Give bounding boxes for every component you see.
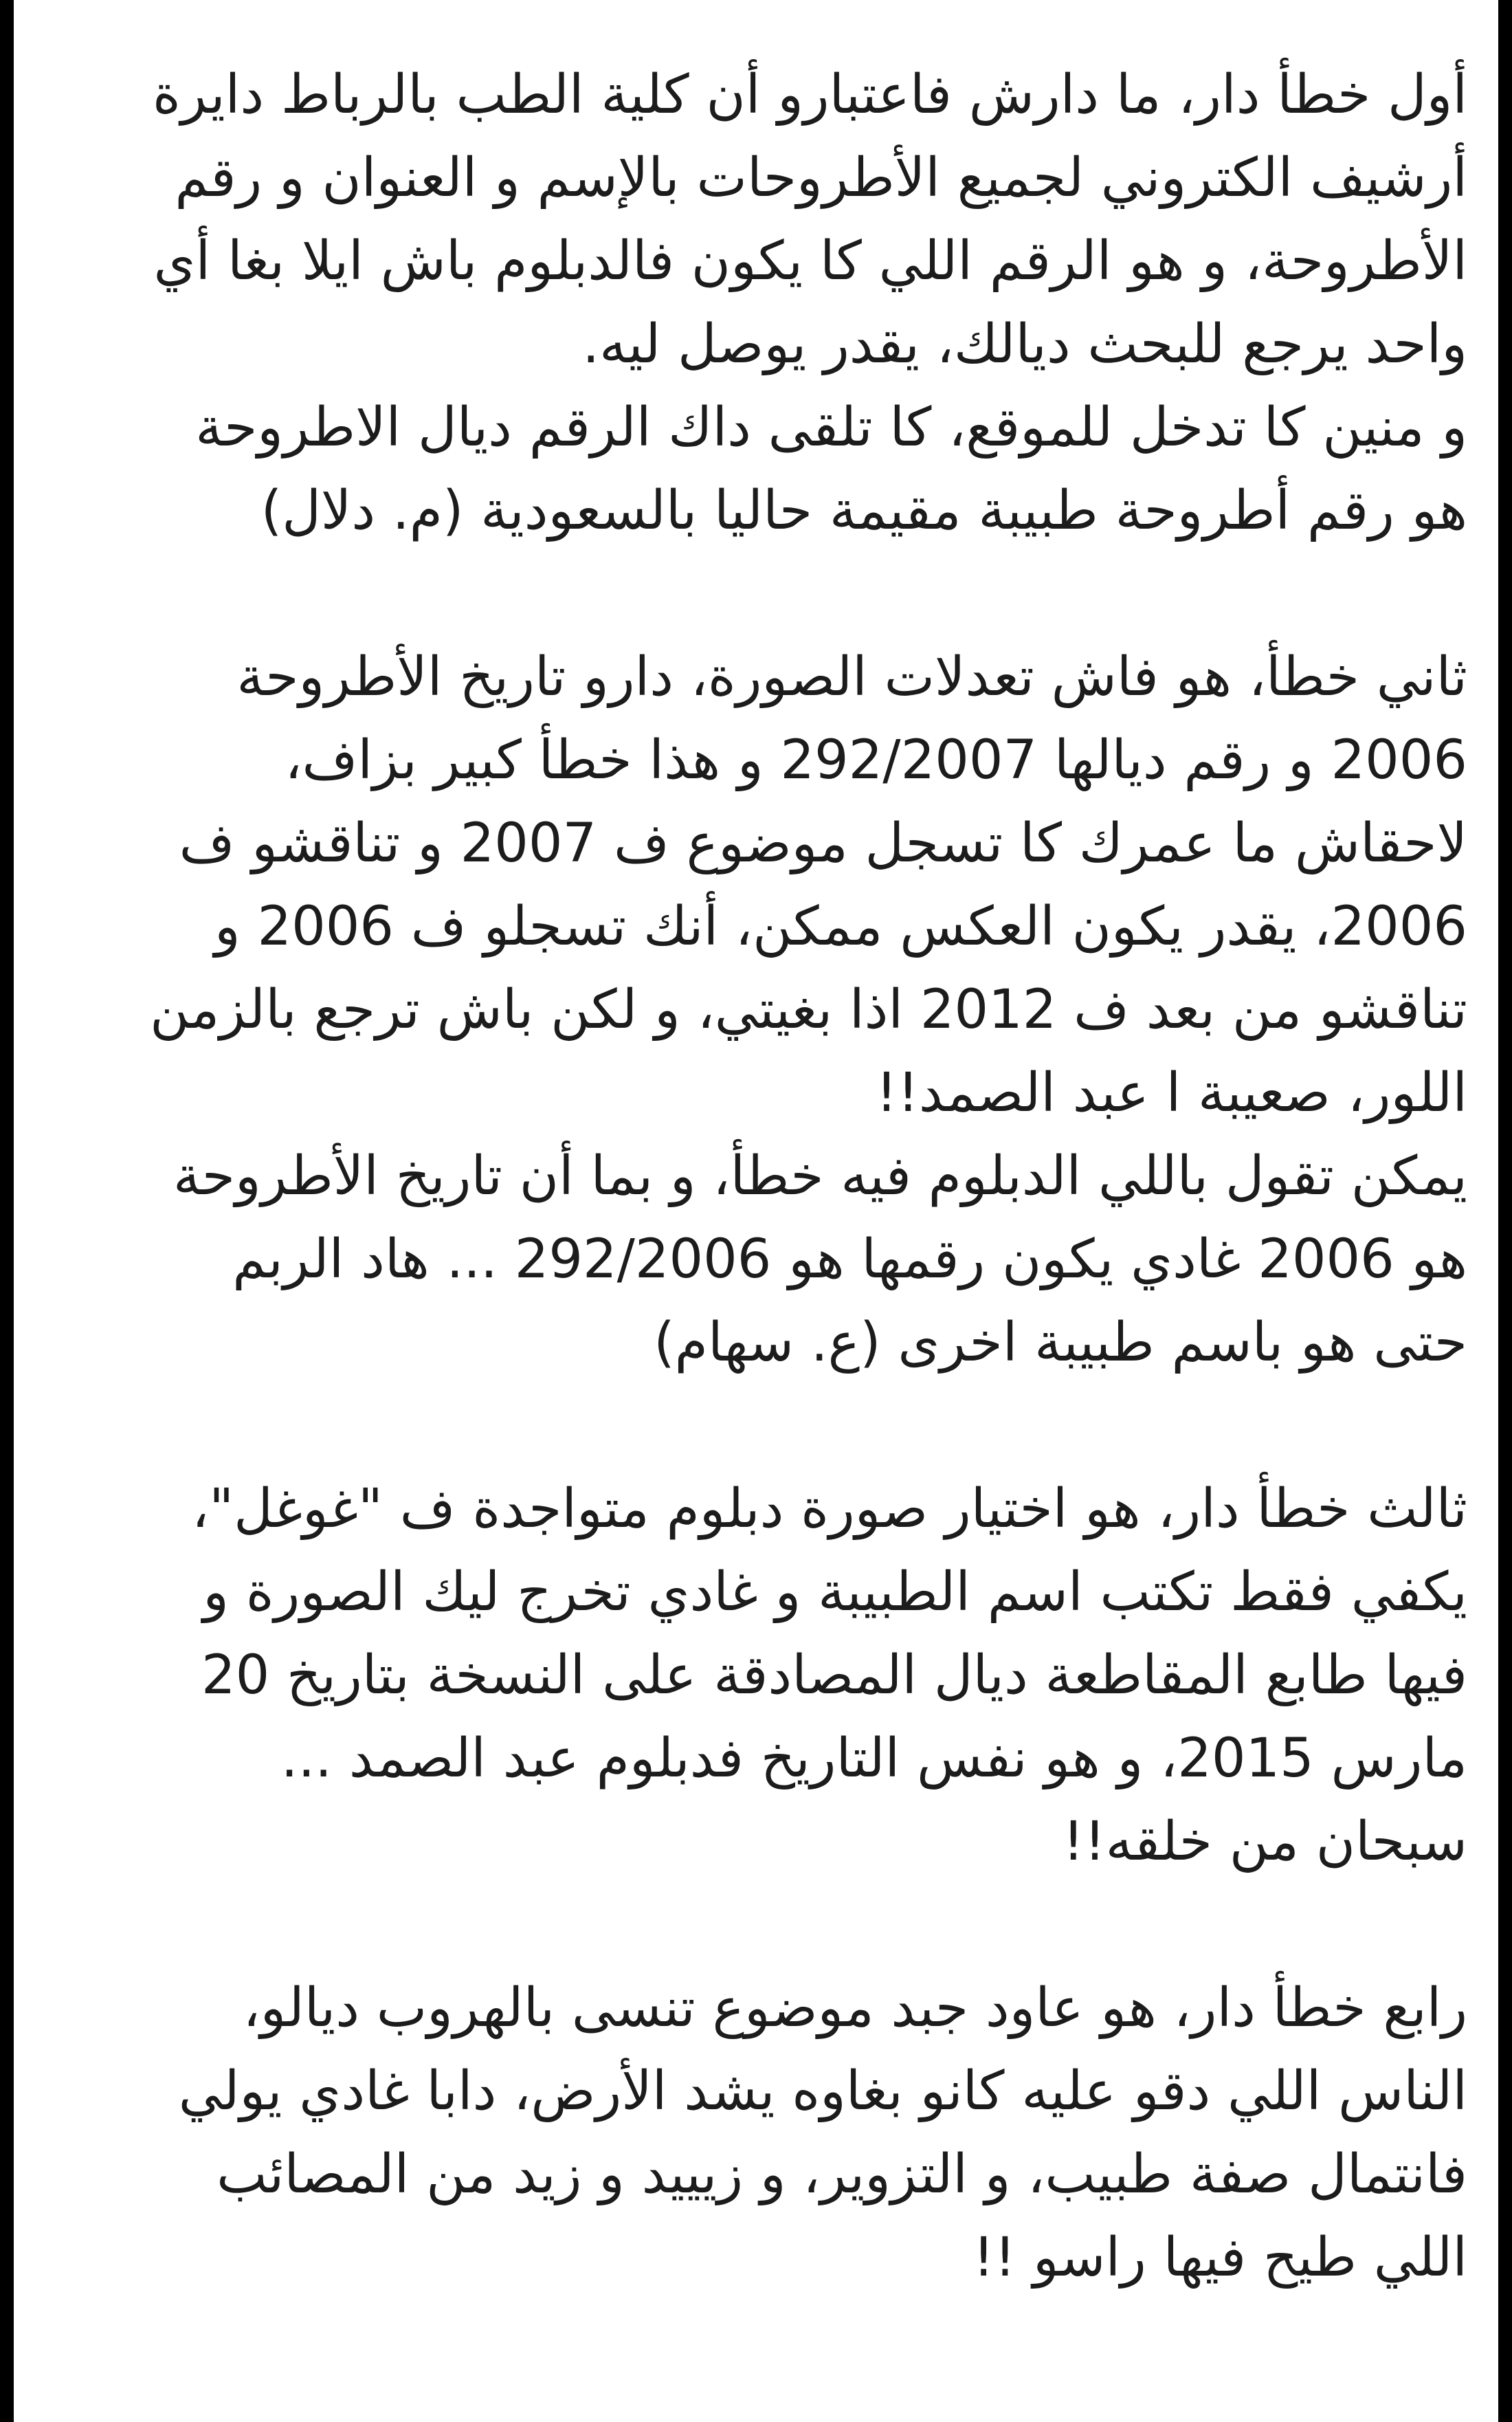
text-line: هو رقم أطروحة طبيبة مقيمة حاليا بالسعودية (م. دلال) xyxy=(260,480,1467,542)
text-line: ثالث خطأ دار، هو اختيار صورة دبلوم متواجدة ف "غوغل"، xyxy=(192,1478,1467,1540)
text-line: و منين كا تدخل للموقع، كا تلقى داك الرقم ديال الاطروحة xyxy=(195,397,1467,459)
paragraph-first-mistake xyxy=(86,54,1467,553)
text-line: الناس اللي دقو عليه كانو بغاوه يشد الأرض، دابا غادي يولي xyxy=(178,2060,1467,2122)
text-line: رابع خطأ دار، هو عاود جبد موضوع تنسى بالهروب ديالو، xyxy=(243,1977,1467,2039)
text-line: 2006، يقدر يكون العكس ممكن، أنك تسجلو ف 2006 و xyxy=(214,896,1467,958)
paragraph-second-mistake xyxy=(86,636,1467,1385)
text-line: لاحقاش ما عمرك كا تسجل موضوع ف 2007 و تناقشو ف xyxy=(179,813,1467,874)
text-line: اللي طيح فيها راسو !! xyxy=(972,2227,1467,2289)
paragraph-spacer xyxy=(86,1884,1467,1967)
paragraph-fourth-mistake xyxy=(86,1967,1467,2300)
paragraph-spacer xyxy=(86,553,1467,636)
text-line: واحد يرجع للبحث ديالك، يقدر يوصل ليه. xyxy=(582,313,1467,375)
text-line: فيها طابع المقاطعة ديال المصادقة على النسخة بتاريخ 20 xyxy=(201,1644,1467,1706)
text-line: يمكن تقول باللي الدبلوم فيه خطأ، و بما أن تاريخ الأطروحة xyxy=(173,1145,1467,1207)
text-line: فانتمال صفة طبيب، و التزوير، و زيييد و زيد من المصائب xyxy=(216,2144,1467,2205)
text-line: أرشيف الكتروني لجميع الأطروحات بالإسم و العنوان و رقم xyxy=(175,147,1467,209)
text-line: اللور، صعيبة ا عبد الصمد!! xyxy=(876,1062,1467,1124)
text-line: مارس 2015، و هو نفس التاريخ فدبلوم عبد الصمد ... xyxy=(280,1728,1467,1790)
post-body xyxy=(86,54,1467,2300)
paragraph-spacer xyxy=(86,1385,1467,1468)
text-line: 2006 و رقم ديالها 292/2007 و هذا خطأ كبير بزاف، xyxy=(285,729,1467,791)
text-line: سبحان من خلقه!! xyxy=(1063,1811,1467,1873)
text-line: أول خطأ دار، ما دارش فاعتبارو أن كلية الطب بالرباط دايرة xyxy=(153,64,1467,126)
text-line: حتى هو باسم طبيبة اخرى (ع. سهام) xyxy=(654,1312,1467,1374)
text-line: ثاني خطأ، هو فاش تعدلات الصورة، دارو تاريخ الأطروحة xyxy=(236,646,1467,708)
text-line: الأطروحة، و هو الرقم اللي كا يكون فالدبلوم باش ايلا بغا أي xyxy=(153,230,1467,292)
text-line: تناقشو من بعد ف 2012 اذا بغيتي، و لكن باش ترجع بالزمن xyxy=(150,979,1467,1041)
text-line: يكفي فقط تكتب اسم الطبيبة و غادي تخرج ليك الصورة و xyxy=(203,1561,1467,1623)
paragraph-third-mistake xyxy=(86,1468,1467,1884)
text-line: هو 2006 غادي يكون رقمها هو 292/2006 ... هاد الربم xyxy=(232,1229,1467,1290)
